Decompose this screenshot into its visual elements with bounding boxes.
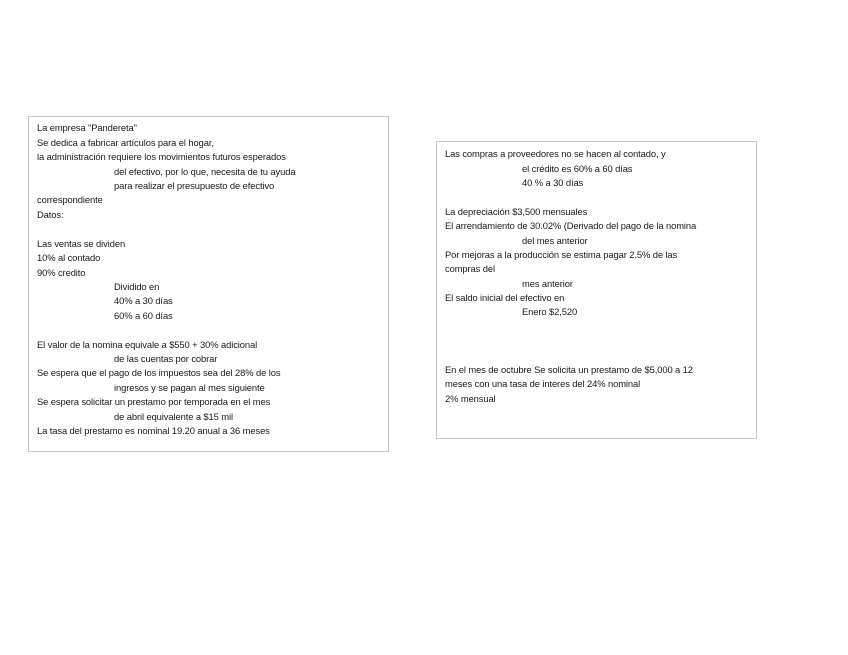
text-line: 10% al contado: [37, 252, 101, 263]
text-line: Se espera solicitar un prestamo por temporada en el mes: [37, 396, 271, 407]
text-line: correspondiente: [37, 194, 103, 205]
text-line: del efectivo, por lo que, necesita de tu ayuda: [114, 166, 296, 177]
text-line: La empresa "Pandereta": [37, 122, 137, 133]
text-line: 2% mensual: [445, 393, 496, 404]
text-line: Se dedica a fabricar artículos para el hogar,: [37, 137, 214, 148]
text-line: 90% credito: [37, 267, 86, 278]
text-line: 60% a 60 días: [114, 310, 173, 321]
text-line: El saldo inicial del efectivo en: [445, 292, 565, 303]
text-line: La depreciación $3,500 mensuales: [445, 206, 588, 217]
text-line: Las compras a proveedores no se hacen al contado, y: [445, 148, 666, 159]
text-line: Dividido en: [114, 281, 160, 292]
text-line: mes anterior: [522, 278, 573, 289]
text-line: El arrendamiento de 30.02% (Derivado del pago de la nomina: [445, 220, 697, 231]
text-line: del mes anterior: [522, 235, 588, 246]
text-line: Por mejoras a la producción se estima pagar 2.5% de las: [445, 249, 678, 260]
text-box-company-data: [28, 116, 389, 452]
text-line: el crédito es 60% a 60 días: [522, 163, 633, 174]
text-line: para realizar el presupuesto de efectivo: [114, 180, 275, 191]
text-line: La tasa del prestamo es nominal 19.20 anual a 36 meses: [37, 425, 270, 436]
text-line: El valor de la nomina equivale a $550 + 30% adicional: [37, 339, 258, 350]
text-line: la administración requiere los movimientos futuros esperados: [37, 151, 286, 162]
text-line: de abril equivalente a $15 mil: [114, 411, 233, 422]
text-line: En el mes de octubre Se solicita un prestamo de $5,000 a 12: [445, 364, 693, 375]
text-line: ingresos y se pagan al mes siguiente: [114, 382, 265, 393]
text-line: meses con una tasa de interes del 24% nominal: [445, 378, 641, 389]
text-box-purchases-data: [436, 141, 757, 439]
text-line: 40% a 30 días: [114, 295, 173, 306]
text-line: Se espera que el pago de los impuestos sea del 28% de los: [37, 367, 281, 378]
text-line: Datos:: [37, 209, 64, 220]
text-line: compras del: [445, 263, 495, 274]
text-line: 40 % a 30 días: [522, 177, 584, 188]
text-line: de las cuentas por cobrar: [114, 353, 218, 364]
text-line: Enero $2,520: [522, 306, 578, 317]
text-line: Las ventas se dividen: [37, 238, 126, 249]
